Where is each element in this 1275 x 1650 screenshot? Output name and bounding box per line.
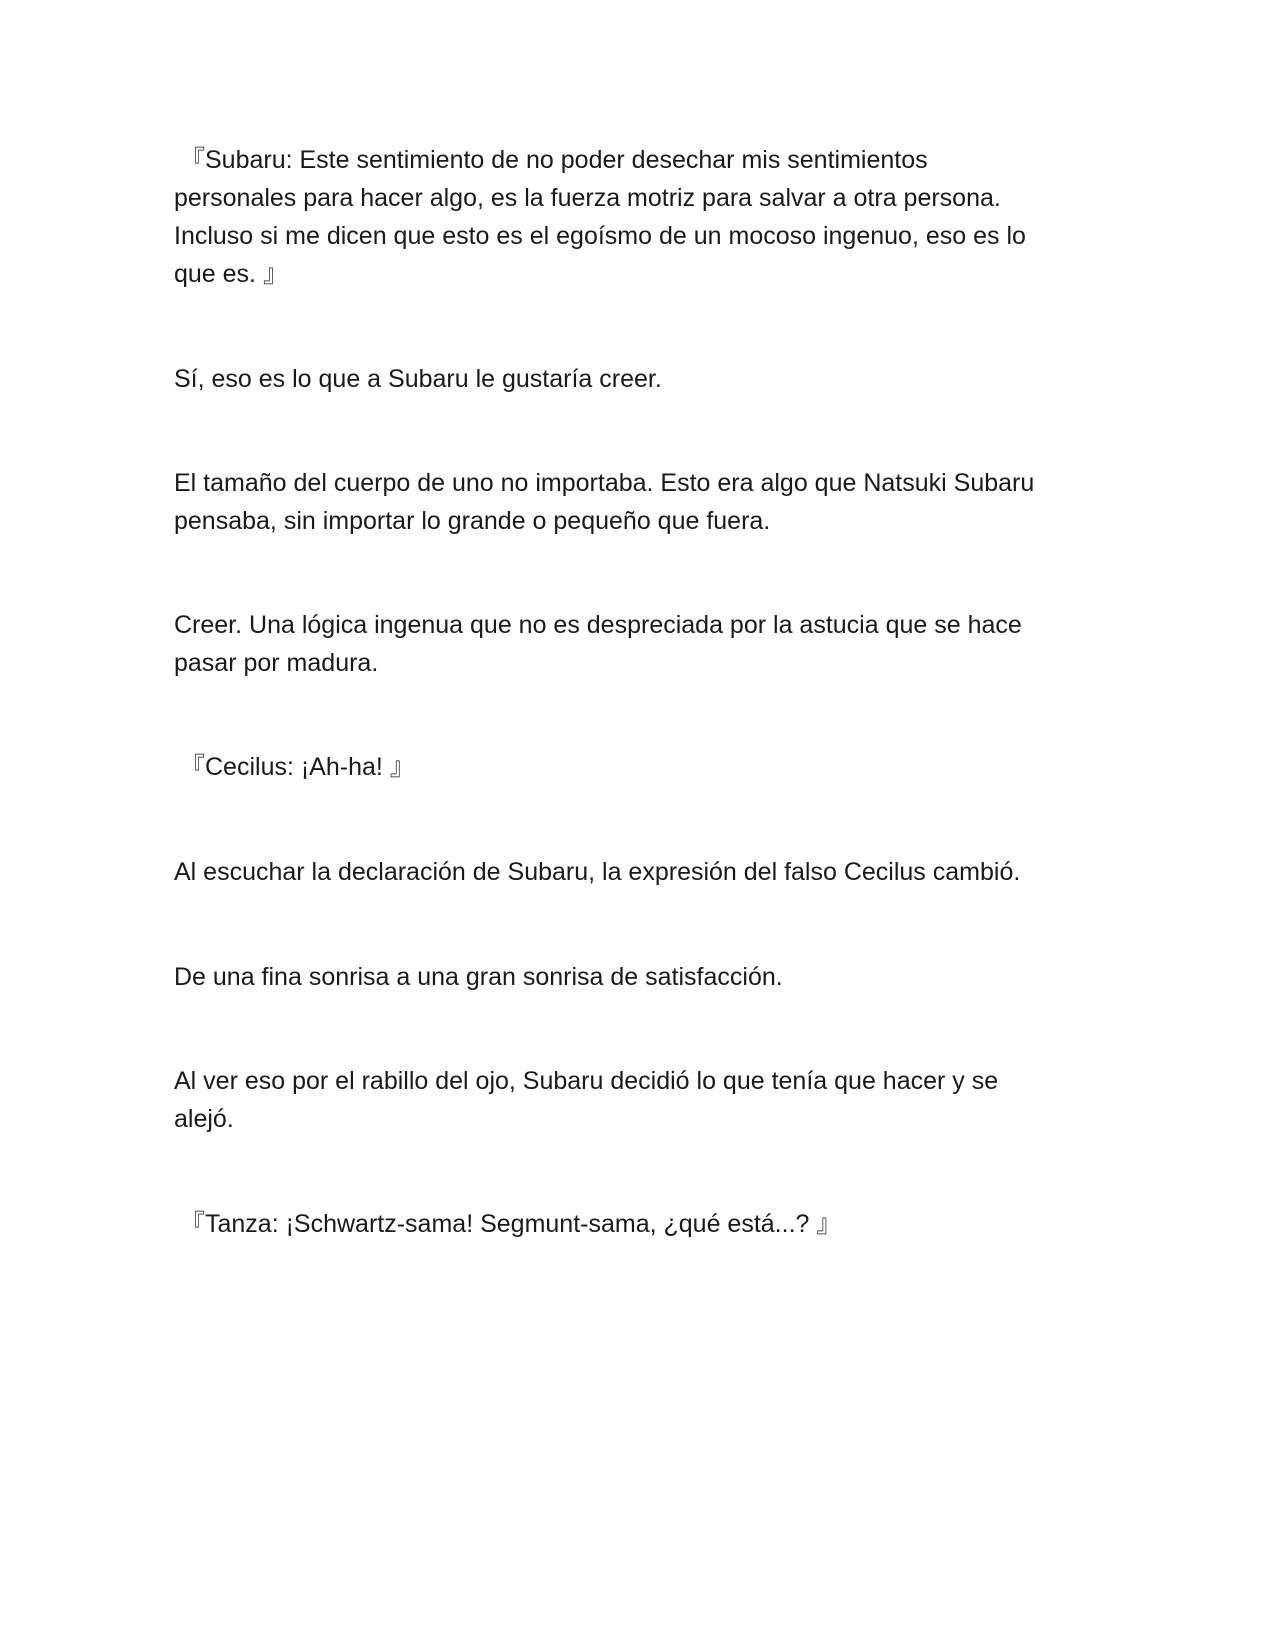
paragraph-narration [174,464,1094,540]
text-line: pasar por madura. [174,649,379,677]
paragraph-tanza-dialogue [180,1205,1100,1243]
paragraph-cecilus-dialogue [180,748,1100,786]
text-line: alejó. [174,1105,234,1133]
text-line: que es. 』 [174,260,288,288]
text-line: Al ver eso por el rabillo del ojo, Subaru decidió lo que tenía que hacer y se [174,1067,999,1095]
text-line: Incluso si me dicen que esto es el egoísmo de un mocoso ingenuo, eso es lo [174,222,1026,250]
text-line: El tamaño del cuerpo de uno no importaba. Esto era algo que Natsuki Subaru [174,469,1035,497]
paragraph-narration [174,958,1094,996]
text-line: De una fina sonrisa a una gran sonrisa de satisfacción. [174,963,783,991]
paragraph-narration [174,853,1094,891]
text-line: personales para hacer algo, es la fuerza motriz para salvar a otra persona. [174,184,1001,212]
text-line: 『Tanza: ¡Schwartz-sama! Segmunt-sama, ¿qué está...? 』 [180,1210,842,1238]
text-line: 『Cecilus: ¡Ah-ha! 』 [180,753,415,781]
paragraph-narration [174,606,1094,682]
text-line: Sí, eso es lo que a Subaru le gustaría creer. [174,365,662,393]
paragraph-narration [174,360,1094,398]
text-line: 『Subaru: Este sentimiento de no poder desechar mis sentimientos [180,146,928,174]
text-line: Creer. Una lógica ingenua que no es despreciada por la astucia que se hace [174,611,1022,639]
paragraph-subaru-dialogue [174,141,1100,293]
text-line: pensaba, sin importar lo grande o pequeño que fuera. [174,507,771,535]
paragraph-narration [174,1062,1094,1138]
text-line: Al escuchar la declaración de Subaru, la expresión del falso Cecilus cambió. [174,858,1021,886]
